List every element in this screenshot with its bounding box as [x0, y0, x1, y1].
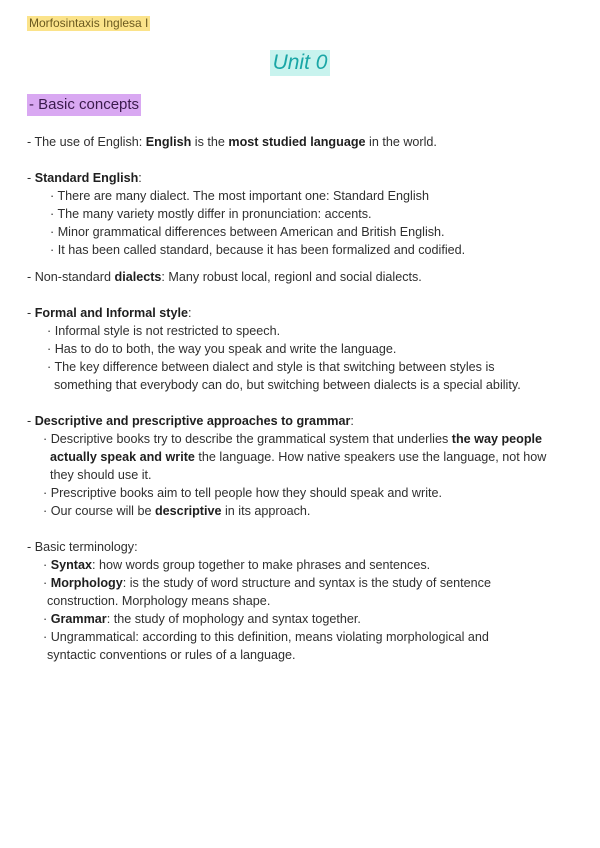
line-text: in its approach.	[221, 504, 311, 518]
line-text: -	[27, 306, 35, 320]
text-line-dp-2	[43, 484, 442, 502]
line-text: in the world.	[365, 135, 437, 149]
line-text: · Informal style is not restricted to speech.	[47, 324, 281, 338]
line-text: :	[138, 171, 142, 185]
line-text: :	[187, 306, 192, 320]
line-text: the language. How native speakers use the language, not how	[194, 450, 547, 464]
line-text: · It has been called standard, because it has been formalized and codified.	[50, 243, 466, 257]
text-line-formal-informal	[27, 304, 191, 322]
bold-term: Syntax	[50, 558, 93, 572]
bold-term: Formal and Informal style	[34, 306, 188, 320]
text-line-fi-2	[47, 340, 396, 358]
line-text: · Descriptive books try to describe the grammatical system that underlies	[43, 432, 452, 446]
text-line-descriptive	[27, 412, 354, 430]
bold-term: descriptive	[154, 504, 222, 518]
line-text: · Ungrammatical: according to this definition, means violating morphological and	[43, 630, 489, 644]
text-line-fi-1	[47, 322, 280, 340]
line-text: - Non-standard	[27, 270, 115, 284]
line-text: · Our course will be	[43, 504, 155, 518]
line-text: they should use it.	[50, 468, 152, 482]
line-text: :	[350, 414, 354, 428]
line-text: · Has to do to both, the way you speak and write the language.	[47, 342, 397, 356]
text-line-dp-1	[43, 430, 542, 448]
line-text: : Many robust local, regionl and social dialects.	[161, 270, 422, 284]
text-line-dp-1c	[50, 466, 152, 484]
text-line-dp-1b	[50, 448, 546, 466]
text-line-fi-3	[47, 358, 495, 376]
line-text: · The key difference between dialect and style is that switching between styles is	[47, 360, 495, 374]
line-text: - The use of English:	[27, 135, 146, 149]
bold-term: Descriptive and prescriptive approaches to grammar	[34, 414, 351, 428]
line-text: - Basic terminology:	[27, 540, 138, 554]
text-line-bt-4	[43, 628, 489, 646]
text-line-se-3	[50, 223, 445, 241]
text-line-bt-2	[43, 574, 491, 592]
unit-title-wrap	[0, 50, 600, 76]
line-text: · There are many dialect. The most important one: Standard English	[50, 189, 429, 203]
line-text: · Prescriptive books aim to tell people how they should speak and write.	[43, 486, 443, 500]
line-text: is the	[191, 135, 229, 149]
line-text: -	[27, 171, 35, 185]
line-text: ·	[43, 576, 51, 590]
bold-term: the way people	[451, 432, 543, 446]
unit-title: Unit 0	[270, 50, 331, 76]
line-text: · The many variety mostly differ in pronunciation: accents.	[50, 207, 372, 221]
text-line-fi-3b	[54, 376, 521, 394]
text-line-non-standard	[27, 268, 422, 286]
line-text: construction. Morphology means shape.	[47, 594, 271, 608]
course-header: Morfosintaxis Inglesa I	[29, 16, 149, 30]
line-text: · Minor grammatical differences between American and British English.	[50, 225, 445, 239]
line-text: ·	[43, 558, 51, 572]
bold-term: actually speak and write	[50, 450, 195, 464]
line-text: syntactic conventions or rules of a language.	[47, 648, 296, 662]
text-line-bt-4b	[47, 646, 296, 664]
line-text: -	[27, 414, 35, 428]
text-line-dp-3	[43, 502, 310, 520]
line-text: : how words group together to make phrases and sentences.	[92, 558, 431, 572]
text-line-bt-3	[43, 610, 361, 628]
text-line-bt-1	[43, 556, 430, 574]
line-text: : is the study of word structure and syntax is the study of sentence	[122, 576, 491, 590]
bold-term: Standard English	[34, 171, 139, 185]
text-line-bt-2b	[47, 592, 270, 610]
line-text: : the study of mophology and syntax together.	[106, 612, 361, 626]
text-line-use-of-english	[27, 133, 437, 151]
text-line-se-1	[50, 187, 429, 205]
line-text: ·	[43, 612, 51, 626]
bold-term: most studied language	[228, 135, 366, 149]
text-line-standard-english	[27, 169, 142, 187]
text-line-se-2	[50, 205, 372, 223]
bold-term: English	[145, 135, 192, 149]
section-heading: - Basic concepts	[27, 94, 141, 116]
bold-term: dialects	[114, 270, 162, 284]
bold-term: Morphology	[50, 576, 123, 590]
line-text: something that everybody can do, but switching between dialects is a special ability.	[54, 378, 521, 392]
text-line-se-4	[50, 241, 465, 259]
bold-term: Grammar	[50, 612, 107, 626]
text-line-terminology	[27, 538, 138, 556]
